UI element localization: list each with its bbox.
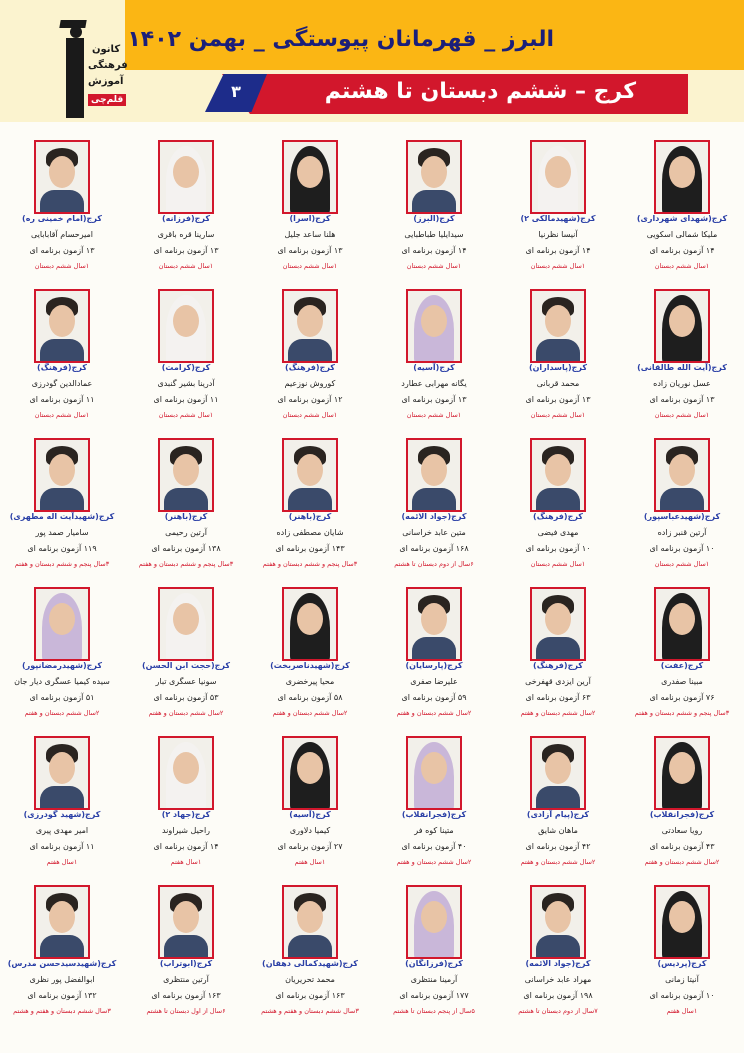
student-school: کرج(پارسایان) xyxy=(405,661,463,670)
student-card xyxy=(124,279,248,429)
student-exam-count: ۱۳ آزمون برنامه ای xyxy=(153,246,219,255)
student-membership: ۱سال ششم دبستان xyxy=(34,262,90,270)
student-photo xyxy=(654,140,710,214)
student-exam-count: ۵۱ آزمون برنامه ای xyxy=(29,693,95,702)
portrait-body xyxy=(412,190,456,214)
student-membership: ۳سال پنجم و ششم دبستان و هفتم xyxy=(138,560,234,568)
student-exam-count: ۱۲ آزمون برنامه ای xyxy=(277,395,343,404)
student-school: کرج(آسیه) xyxy=(289,810,331,819)
student-exam-count: ۱۶۳ آزمون برنامه ای xyxy=(275,991,345,1000)
portrait-body xyxy=(536,935,580,959)
portrait-face xyxy=(421,305,447,337)
student-membership: ۵سال از پنجم دبستان تا هشتم xyxy=(393,1007,475,1015)
student-exam-count: ۱۴۳ آزمون برنامه ای xyxy=(275,544,345,553)
student-school: کرج(پردیس) xyxy=(657,959,707,968)
student-membership: ۱سال ششم دبستان xyxy=(34,411,90,419)
student-name: متینا کوه فر xyxy=(414,826,454,835)
student-card xyxy=(124,726,248,876)
student-school: کرج(شهیدرمضانپور) xyxy=(21,661,103,670)
portrait-body xyxy=(40,190,84,214)
student-exam-count: ۶۳ آزمون برنامه ای xyxy=(525,693,591,702)
portrait-face xyxy=(421,901,447,933)
student-membership: ۱سال هفتم xyxy=(46,858,78,866)
student-membership: ۲سال ششم دبستان و هفتم xyxy=(148,709,224,717)
student-school: کرج(باهنر) xyxy=(288,512,332,521)
student-photo xyxy=(282,587,338,661)
portrait-body xyxy=(288,935,332,959)
student-school: کرج(شهدای شهرداری) xyxy=(636,214,728,223)
student-card xyxy=(0,875,124,1025)
student-card xyxy=(620,726,744,876)
student-membership: ۱سال ششم دبستان xyxy=(530,411,586,419)
student-membership: ۱سال ششم دبستان xyxy=(530,262,586,270)
student-name: آرتین رحیمی xyxy=(165,528,207,537)
student-card xyxy=(372,130,496,280)
student-photo xyxy=(530,736,586,810)
student-school: کرج(شهیدناصربخت) xyxy=(270,661,350,670)
student-photo xyxy=(406,140,462,214)
student-photo xyxy=(530,587,586,661)
student-school: کرج(شهیدآیت اله مطهری) xyxy=(9,512,115,521)
student-exam-count: ۱۹۸ آزمون برنامه ای xyxy=(523,991,593,1000)
portrait-face xyxy=(421,454,447,486)
student-school: کرج(فرهنگ) xyxy=(533,512,583,521)
student-exam-count: ۴۰ آزمون برنامه ای xyxy=(401,842,467,851)
portrait-face xyxy=(545,454,571,486)
student-photo xyxy=(34,885,90,959)
student-photo xyxy=(158,289,214,363)
portrait-face xyxy=(669,901,695,933)
student-membership: ۶سال از اول دبستان تا هشتم xyxy=(146,1007,226,1015)
student-membership: ۳سال ششم دبستان و هفتم و هشتم xyxy=(261,1007,359,1015)
student-name: آرین ایزدی قهفرخی xyxy=(525,677,591,686)
student-membership: ۱سال ششم دبستان xyxy=(406,411,462,419)
student-photo xyxy=(282,736,338,810)
portrait-face xyxy=(421,603,447,635)
student-card xyxy=(496,726,620,876)
student-exam-count: ۱۱ آزمون برنامه ای xyxy=(153,395,219,404)
student-card xyxy=(620,875,744,1025)
student-membership: ۱سال ششم دبستان xyxy=(654,560,710,568)
student-name: سامیار صمد پور xyxy=(35,528,89,537)
student-card xyxy=(0,130,124,280)
student-membership: ۲سال ششم دبستان و هفتم xyxy=(396,709,472,717)
student-school: کرج(فجرانقلاب) xyxy=(401,810,467,819)
student-photo xyxy=(282,438,338,512)
portrait-face xyxy=(669,156,695,188)
student-membership: ۱سال ششم دبستان xyxy=(158,411,214,419)
student-card xyxy=(496,279,620,429)
student-school: کرج(شهید گودرزی) xyxy=(23,810,101,819)
student-card xyxy=(372,279,496,429)
student-name: عمادالدین گودرزی xyxy=(31,379,93,388)
student-membership: ۱سال ششم دبستان xyxy=(158,262,214,270)
student-school: کرج(حجت ابن الحسن) xyxy=(141,661,231,670)
student-photo xyxy=(158,587,214,661)
student-exam-count: ۱۰ آزمون برنامه ای xyxy=(649,991,715,1000)
student-school: کرج(باهنر) xyxy=(164,512,208,521)
student-card xyxy=(620,130,744,280)
student-school: کرج(آیت الله طالقانی) xyxy=(637,363,727,372)
student-exam-count: ۱۴ آزمون برنامه ای xyxy=(525,246,591,255)
student-membership: ۳سال پنجم و ششم دبستان و هفتم xyxy=(14,560,110,568)
student-exam-count: ۱۳ آزمون برنامه ای xyxy=(401,395,467,404)
student-card xyxy=(372,726,496,876)
student-name: سونیا عسگری تبار xyxy=(155,677,217,686)
student-name: امیرحسام آقابابایی xyxy=(30,230,94,239)
student-name: محیا پیرخضری xyxy=(285,677,335,686)
student-exam-count: ۱۷۷ آزمون برنامه ای xyxy=(399,991,469,1000)
logo-figure-head xyxy=(70,26,82,38)
student-membership: ۲سال ششم دبستان و هفتم xyxy=(520,858,596,866)
student-membership: ۱سال هفتم xyxy=(666,1007,698,1015)
student-name: سارینا قره باقری xyxy=(157,230,215,239)
student-school: کرج(ابوتراب) xyxy=(159,959,213,968)
student-school: کرج(فرهنگ) xyxy=(285,363,335,372)
student-photo xyxy=(282,885,338,959)
student-exam-count: ۱۰ آزمون برنامه ای xyxy=(649,544,715,553)
student-exam-count: ۱۰ آزمون برنامه ای xyxy=(525,544,591,553)
student-exam-count: ۱۱۹ آزمون برنامه ای xyxy=(27,544,97,553)
student-membership: ۱سال هفتم xyxy=(170,858,202,866)
student-membership: ۱سال ششم دبستان xyxy=(654,262,710,270)
student-school: کرج(فرهنگ) xyxy=(533,661,583,670)
student-name: آنیتا زمانی xyxy=(665,975,699,984)
student-photo xyxy=(282,289,338,363)
student-school: کرج(فجرانقلاب) xyxy=(649,810,715,819)
student-photo xyxy=(654,587,710,661)
student-membership: ۳سال پنجم و ششم دبستان و هفتم xyxy=(634,709,730,717)
student-membership: ۲سال ششم دبستان و هفتم xyxy=(24,709,100,717)
portrait-face xyxy=(545,156,571,188)
portrait-body xyxy=(536,637,580,661)
student-photo xyxy=(406,736,462,810)
student-card xyxy=(496,875,620,1025)
student-membership: ۱سال ششم دبستان xyxy=(282,262,338,270)
student-card xyxy=(124,428,248,578)
student-card xyxy=(248,875,372,1025)
student-exam-count: ۱۳۸ آزمون برنامه ای xyxy=(151,544,221,553)
portrait-body xyxy=(412,488,456,512)
portrait-face xyxy=(49,752,75,784)
portrait-face xyxy=(49,901,75,933)
portrait-body xyxy=(536,339,580,363)
student-exam-count: ۵۹ آزمون برنامه ای xyxy=(401,693,467,702)
student-school: کرج(البرز) xyxy=(413,214,455,223)
student-membership: ۲سال ششم دبستان و هفتم xyxy=(520,709,596,717)
student-name: یگانه مهرابی عطارد xyxy=(401,379,467,388)
student-exam-count: ۱۳ آزمون برنامه ای xyxy=(277,246,343,255)
student-name: آرمینا منتظری xyxy=(410,975,458,984)
page-title: البرز _ قهرمانان پیوستگی _ بهمن ۱۴۰۲ xyxy=(127,27,554,52)
student-exam-count: ۵۳ آزمون برنامه ای xyxy=(153,693,219,702)
student-name: ملیکا شمالی اسکویی xyxy=(646,230,718,239)
portrait-face xyxy=(669,454,695,486)
logo-figure-icon xyxy=(66,38,84,118)
student-name: سیده کیمیا عسگری دیار جان xyxy=(14,677,110,686)
student-card xyxy=(0,279,124,429)
student-name: آرتین قنبر زاده xyxy=(657,528,707,537)
student-card xyxy=(0,428,124,578)
student-card xyxy=(0,577,124,727)
student-photo xyxy=(530,885,586,959)
student-school: کرج(پاسداران) xyxy=(528,363,588,372)
student-photo xyxy=(34,140,90,214)
student-name: مهدی فیضی xyxy=(537,528,579,537)
student-card xyxy=(372,428,496,578)
student-photo xyxy=(530,140,586,214)
student-school: کرج(عفت) xyxy=(660,661,704,670)
student-name: امیر مهدی پیری xyxy=(35,826,89,835)
student-card xyxy=(372,577,496,727)
portrait-face xyxy=(173,305,199,337)
portrait-face xyxy=(545,305,571,337)
student-school: کرج(شهیدسیدحسن مدرس) xyxy=(7,959,117,968)
student-exam-count: ۱۴ آزمون برنامه ای xyxy=(649,246,715,255)
student-photo xyxy=(654,438,710,512)
student-school: کرج(امام خمینی ره) xyxy=(22,214,102,223)
student-name: کوروش نوزعیم xyxy=(284,379,336,388)
student-card xyxy=(372,875,496,1025)
page-subtitle: کرج – ششم دبستان تا هشتم xyxy=(324,79,636,104)
portrait-face xyxy=(669,603,695,635)
student-membership: ۱سال ششم دبستان xyxy=(530,560,586,568)
student-photo xyxy=(158,736,214,810)
student-card xyxy=(124,875,248,1025)
student-photo xyxy=(406,289,462,363)
portrait-body xyxy=(288,488,332,512)
student-name: مهراد عابد خراسانی xyxy=(524,975,592,984)
student-photo xyxy=(406,587,462,661)
portrait-body xyxy=(536,786,580,810)
student-photo xyxy=(530,289,586,363)
portrait-face xyxy=(173,454,199,486)
student-card xyxy=(124,577,248,727)
portrait-body xyxy=(660,488,704,512)
student-membership: ۱سال هفتم xyxy=(294,858,326,866)
student-photo xyxy=(654,289,710,363)
student-exam-count: ۴۳ آزمون برنامه ای xyxy=(649,842,715,851)
student-membership: ۱سال ششم دبستان xyxy=(654,411,710,419)
student-card xyxy=(496,130,620,280)
student-membership: ۲سال ششم دبستان و هفتم xyxy=(644,858,720,866)
portrait-face xyxy=(297,156,323,188)
student-school: کرج(شهیدمالکی ۲) xyxy=(520,214,596,223)
portrait-body xyxy=(40,339,84,363)
student-photo xyxy=(158,140,214,214)
portrait-face xyxy=(49,454,75,486)
student-name: محمد تحریریان xyxy=(285,975,335,984)
logo-text-line4: قلم‌چی xyxy=(88,94,126,106)
portrait-body xyxy=(40,935,84,959)
student-exam-count: ۷۶ آزمون برنامه ای xyxy=(649,693,715,702)
student-membership: ۶سال از دوم دبستان تا هشتم xyxy=(394,560,474,568)
student-name: کیمیا دلاوری xyxy=(289,826,331,835)
portrait-body xyxy=(164,488,208,512)
portrait-face xyxy=(297,752,323,784)
student-school: کرج(جهاد ۲) xyxy=(161,810,211,819)
student-school: کرج(شهیدکمالی دهقان) xyxy=(262,959,358,968)
student-card xyxy=(248,726,372,876)
portrait-face xyxy=(49,305,75,337)
student-card xyxy=(248,279,372,429)
portrait-face xyxy=(421,156,447,188)
portrait-face xyxy=(297,901,323,933)
student-card xyxy=(620,279,744,429)
student-photo xyxy=(158,885,214,959)
portrait-face xyxy=(297,454,323,486)
student-photo xyxy=(34,736,90,810)
student-membership: ۱سال ششم دبستان xyxy=(282,411,338,419)
student-exam-count: ۲۷ آزمون برنامه ای xyxy=(277,842,343,851)
student-name: مبینا صفدری xyxy=(661,677,703,686)
student-exam-count: ۱۶۸ آزمون برنامه ای xyxy=(399,544,469,553)
portrait-face xyxy=(49,603,75,635)
portrait-face xyxy=(669,752,695,784)
student-name: راحیل شیراوند xyxy=(161,826,211,835)
student-membership: ۳سال پنجم و ششم دبستان و هفتم xyxy=(262,560,358,568)
student-photo xyxy=(34,587,90,661)
student-card xyxy=(620,428,744,578)
portrait-face xyxy=(297,603,323,635)
student-school: کرج(جواد الائمه) xyxy=(401,512,467,521)
portrait-face xyxy=(173,752,199,784)
portrait-face xyxy=(669,305,695,337)
student-name: متین عابد خراسانی xyxy=(402,528,466,537)
student-name: آنیسا نظرنیا xyxy=(538,230,578,239)
student-card xyxy=(248,428,372,578)
portrait-face xyxy=(173,901,199,933)
student-name: آدرینا بشیر گنبدی xyxy=(157,379,215,388)
student-school: کرج(پیام آزادی) xyxy=(526,810,590,819)
page-number: ۳ xyxy=(231,82,241,101)
student-exam-count: ۱۳ آزمون برنامه ای xyxy=(649,395,715,404)
student-photo xyxy=(406,438,462,512)
student-school: کرج(کرامت) xyxy=(161,363,211,372)
student-exam-count: ۱۱ آزمون برنامه ای xyxy=(29,842,95,851)
student-exam-count: ۱۳ آزمون برنامه ای xyxy=(525,395,591,404)
student-membership: ۲سال ششم دبستان و هفتم xyxy=(272,709,348,717)
student-school: کرج(جواد الائمه) xyxy=(525,959,591,968)
student-photo xyxy=(406,885,462,959)
logo-text-line1: کانون xyxy=(92,44,121,55)
portrait-face xyxy=(49,156,75,188)
logo-text-line2: فرهنگی xyxy=(88,60,128,71)
student-photo xyxy=(34,438,90,512)
portrait-body xyxy=(40,488,84,512)
student-school: کرج(فرزانه) xyxy=(161,214,211,223)
student-photo xyxy=(282,140,338,214)
student-card xyxy=(248,577,372,727)
portrait-face xyxy=(173,156,199,188)
student-name: سیدایلیا طباطبایی xyxy=(404,230,464,239)
student-exam-count: ۴۲ آزمون برنامه ای xyxy=(525,842,591,851)
student-school: کرج(شهیدعباسپور) xyxy=(643,512,721,521)
student-photo xyxy=(34,289,90,363)
student-exam-count: ۱۱ آزمون برنامه ای xyxy=(29,395,95,404)
student-photo xyxy=(530,438,586,512)
student-card xyxy=(124,130,248,280)
portrait-face xyxy=(421,752,447,784)
student-name: شایان مصطفی زاده xyxy=(276,528,344,537)
student-name: هلنا ساعد جلیل xyxy=(284,230,336,239)
student-school: کرج(فرهنگ) xyxy=(37,363,87,372)
portrait-face xyxy=(545,603,571,635)
student-exam-count: ۱۴ آزمون برنامه ای xyxy=(153,842,219,851)
portrait-body xyxy=(164,935,208,959)
student-name: علیرضا صفری xyxy=(410,677,458,686)
student-photo xyxy=(654,736,710,810)
student-photo xyxy=(158,438,214,512)
student-exam-count: ۵۸ آزمون برنامه ای xyxy=(277,693,343,702)
student-membership: ۱سال ششم دبستان xyxy=(406,262,462,270)
student-name: ماهان شایق xyxy=(538,826,578,835)
student-name: محمد قربانی xyxy=(536,379,580,388)
student-school: کرج(آسیه) xyxy=(413,363,455,372)
student-school: کرج(فرزانگان) xyxy=(405,959,463,968)
student-name: عسل نوریان زاده xyxy=(653,379,711,388)
portrait-face xyxy=(545,901,571,933)
portrait-face xyxy=(173,603,199,635)
logo-text-line3: آموزش xyxy=(88,76,124,87)
portrait-face xyxy=(545,752,571,784)
student-membership: ۲سال ششم دبستان و هفتم xyxy=(396,858,472,866)
student-exam-count: ۱۳ آزمون برنامه ای xyxy=(29,246,95,255)
portrait-body xyxy=(288,339,332,363)
student-card xyxy=(248,130,372,280)
student-membership: ۷سال از دوم دبستان تا هشتم xyxy=(518,1007,598,1015)
portrait-body xyxy=(412,637,456,661)
student-name: ابوالفضل پور نظری xyxy=(29,975,95,984)
student-name: رویا سعادتی xyxy=(661,826,703,835)
student-membership: ۳سال ششم دبستان و هفتم و هشتم xyxy=(13,1007,111,1015)
logo xyxy=(8,10,126,120)
student-school: کرج(اسرا) xyxy=(289,214,331,223)
student-exam-count: ۱۶۳ آزمون برنامه ای xyxy=(151,991,221,1000)
portrait-body xyxy=(40,786,84,810)
portrait-face xyxy=(297,305,323,337)
student-card xyxy=(496,577,620,727)
student-card xyxy=(496,428,620,578)
student-name: آرتین منتظری xyxy=(163,975,209,984)
student-exam-count: ۱۴ آزمون برنامه ای xyxy=(401,246,467,255)
student-card xyxy=(620,577,744,727)
student-exam-count: ۱۳۲ آزمون برنامه ای xyxy=(27,991,97,1000)
student-photo xyxy=(654,885,710,959)
portrait-body xyxy=(536,488,580,512)
student-card xyxy=(0,726,124,876)
